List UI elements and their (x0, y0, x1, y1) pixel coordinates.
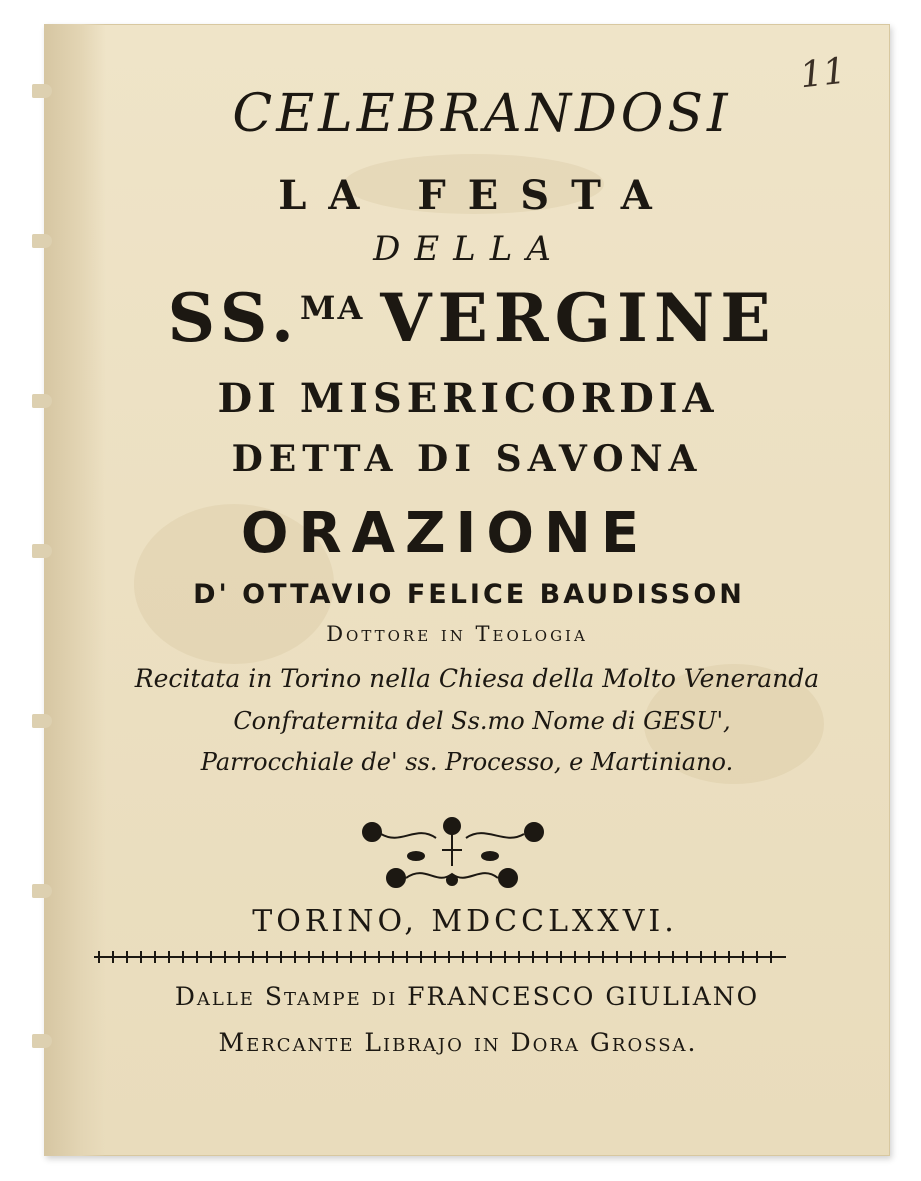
author-name: D' OTTAVIO FELICE BAUDISSON (193, 579, 745, 610)
recital-line-1: Recitata in Torino nella Chiesa della Molto Veneranda (134, 664, 820, 693)
paper-fragment (32, 714, 52, 728)
title-line-misericordia: DI MISERICORDIA (217, 375, 719, 422)
paper-fragment (32, 84, 52, 98)
printer-line-2: Mercante Librajo in Dora Grossa. (218, 1028, 698, 1057)
decorative-rule-icon (94, 950, 786, 964)
genre-heading: ORAZIONE (240, 501, 650, 566)
paper-fragment (32, 884, 52, 898)
printer-line-1: Dalle Stampe di FRANCESCO GIULIANO (174, 982, 760, 1011)
title-ss-superscript: MA (300, 289, 365, 327)
recital-line-2: Confraternita del Ss.mo Nome di GESU', (233, 707, 731, 735)
folio-number: 11 (797, 50, 848, 97)
title-line-celebrandosi: CELEBRANDOSI (232, 84, 732, 144)
title-line-vergine (49, 279, 895, 357)
title-vergine: VERGINE (380, 279, 777, 357)
title-line-la-festa: LA FESTA (278, 172, 674, 219)
title-line-della: DELLA (373, 229, 565, 269)
floral-ornament-icon (356, 816, 552, 892)
imprint-place-date: TORINO, MDCCLXXVI. (252, 904, 678, 939)
title-line-savona: DETTA DI SAVONA (231, 438, 703, 480)
recital-line-3: Parrocchiale de' ss. Processo, e Martiniano. (200, 748, 734, 776)
title-page (44, 24, 890, 1156)
title-ss: SS. (167, 279, 301, 357)
author-title: Dottore in Teologia (326, 622, 588, 646)
